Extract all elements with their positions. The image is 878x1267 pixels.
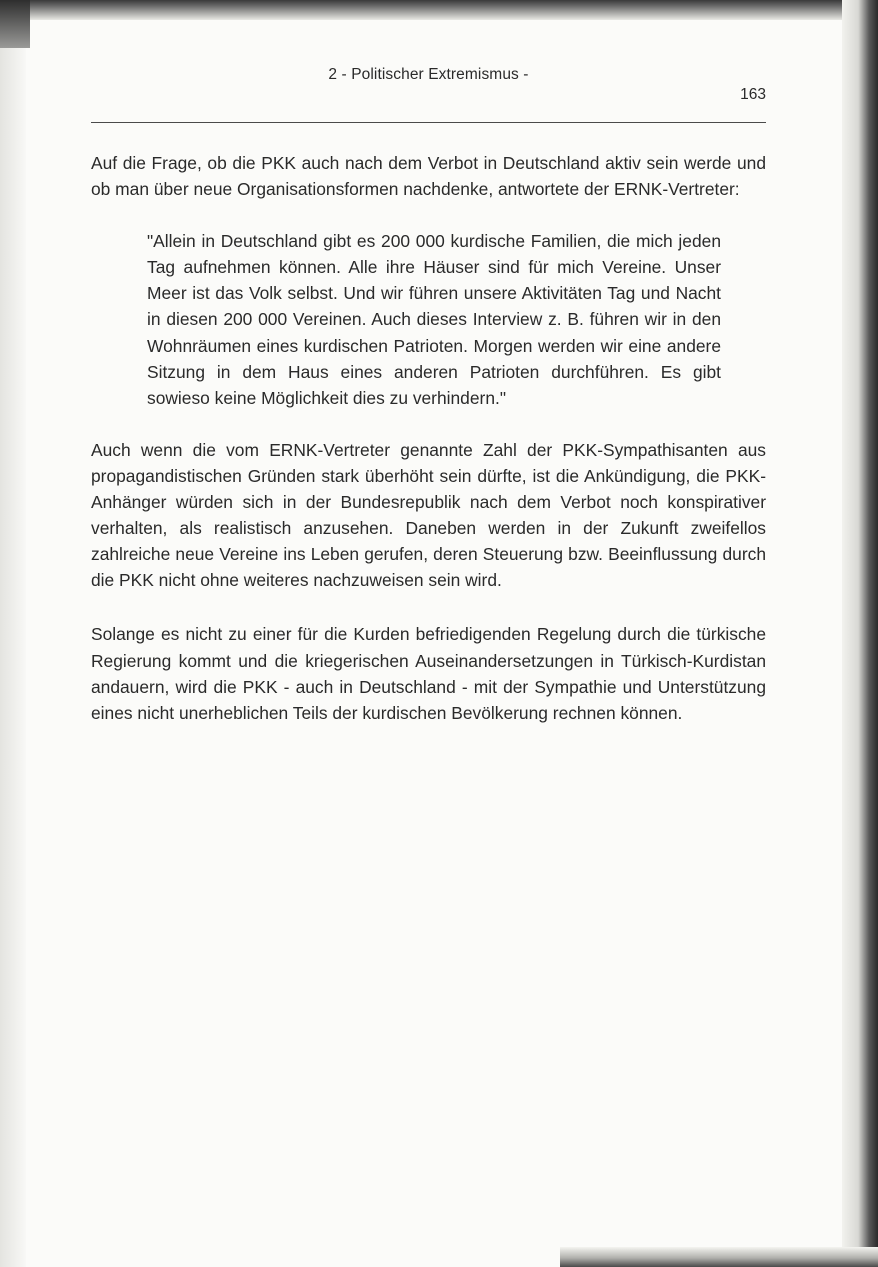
block-quote: "Allein in Deutschland gibt es 200 000 kurdische Familien, die mich jeden Tag aufnehmen können. Alle ihre Häuser sind für mich Vereine. Unser Meer ist das Volk selbst. Und wir führen unsere Aktivitäten Tag und Nacht in diesen 200 000 Vereinen. Auch dieses Interview z. B. führen wir in den Wohnräumen eines kurdischen Patrioten. Morgen werden wir eine andere Sitzung in dem Haus eines anderen Patrioten durchführen. Es gibt sowieso keine Möglichkeit dies zu verhindern.": [147, 231, 721, 408]
paragraph-conclusion: Solange es nicht zu einer für die Kurden befriedigenden Regelung durch die türkische Regierung kommt und die kriegerischen Auseinandersetzungen in Türkisch-Kurdistan andauern, wird die PKK - auch in Deutschland - mit der Sympathie und Unterstützung eines nicht unerheblichen Teils der kurdischen Bevölkerung rechnen können.: [91, 624, 766, 723]
paragraph-analysis: Auch wenn die vom ERNK-Vertreter genannte Zahl der PKK-Sympathisanten aus propagandistischen Gründen stark überhöht sein dürfte, ist die Ankündigung, die PKK-Anhänger würden sich in der Bundesrepublik nach dem Verbot noch konspirativer verhalten, als realistisch anzusehen. Daneben werden in der Zukunft zweifellos zahlreiche neue Vereine ins Leben gerufen, deren Steuerung bzw. Beeinflussung durch die PKK nicht ohne weiteres nachzuweisen sein wird.: [91, 439, 766, 591]
scan-corner-shadow: [0, 0, 30, 48]
page-content: [91, 60, 766, 726]
scan-top-shadow: [30, 0, 878, 20]
header-rule: [91, 122, 766, 123]
scan-left-margin: [0, 48, 26, 1267]
running-title: 2 - Politischer Extremismus -: [328, 66, 529, 83]
page-number: 163: [740, 86, 766, 103]
running-header: [91, 60, 766, 112]
paragraph-intro: Auf die Frage, ob die PKK auch nach dem Verbot in Deutschland aktiv sein werde und ob man über neue Organisationsformen nachdenke, antwortete der ERNK-Vertreter:: [91, 153, 766, 200]
scan-binding-shadow: [842, 0, 878, 1267]
scan-bottom-shadow: [560, 1247, 878, 1267]
